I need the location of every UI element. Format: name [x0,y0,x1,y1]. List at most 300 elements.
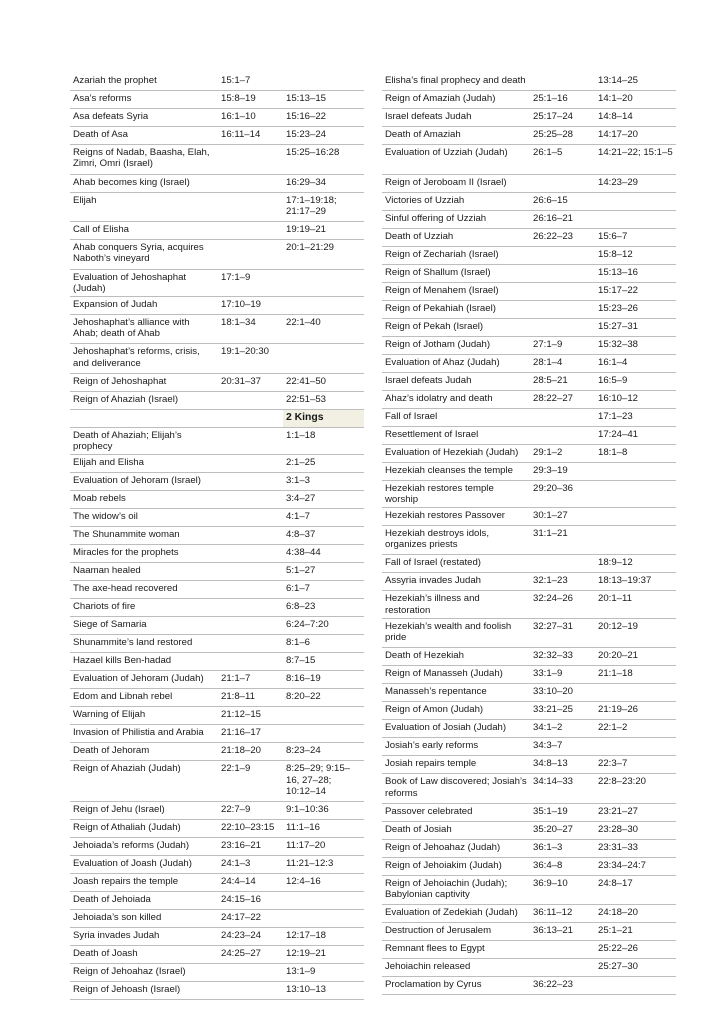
event-cell: Elijah and Elisha [70,455,218,473]
kings-ref-cell: 16:29–34 [283,174,364,192]
event-cell: Elijah [70,192,218,222]
table-row [382,174,676,192]
table-row [70,527,364,545]
kings-ref-cell: 18:9–12 [595,555,676,573]
chronicles-ref-cell [530,73,595,91]
chronicles-ref-cell [218,222,283,240]
kings-ref-cell: 24:8–17 [595,875,676,905]
table-row [382,73,676,91]
event-cell: Jehoshaphat’s alliance with Ahab; death of Ahab [70,314,218,344]
kings-ref-cell: 23:34–24:7 [595,857,676,875]
chronicles-ref-cell: 36:13–21 [530,923,595,941]
chronicles-ref-cell: 25:1–16 [530,91,595,109]
table-row [382,977,676,995]
event-cell: Josiah’s early reforms [382,738,530,756]
table-row [70,296,364,314]
kings-ref-cell: 24:18–20 [595,905,676,923]
chronicles-ref-cell: 15:1–7 [218,73,283,91]
chronicles-ref-cell [218,545,283,563]
kings-ref-cell: 4:8–37 [283,527,364,545]
chronicles-ref-cell: 25:17–24 [530,109,595,127]
chronicles-ref-cell: 28:22–27 [530,390,595,408]
event-cell: Israel defeats Judah [382,372,530,390]
chronicles-ref-cell [218,563,283,581]
chronicles-ref-cell [218,491,283,509]
event-cell: Siege of Samaria [70,617,218,635]
chronicles-ref-cell [530,282,595,300]
kings-ref-cell: 9:1–10:36 [283,802,364,820]
chronicles-ref-cell: 26:6–15 [530,192,595,210]
event-cell: Hezekiah’s wealth and foolish pride [382,618,530,648]
parallel-table-right [382,73,676,995]
kings-ref-cell [283,707,364,725]
event-cell: Reign of Menahem (Israel) [382,282,530,300]
chronicles-ref-cell: 32:32–33 [530,648,595,666]
chronicles-ref-cell: 16:1–10 [218,109,283,127]
table-row [382,555,676,573]
chronicles-ref-cell: 29:20–36 [530,480,595,507]
table-row [382,821,676,839]
chronicles-ref-cell [530,426,595,444]
chronicles-ref-cell: 36:22–23 [530,977,595,995]
event-cell: Reign of Jotham (Judah) [382,336,530,354]
table-row [382,591,676,618]
event-cell: Hazael kills Ben-hadad [70,653,218,671]
kings-ref-cell: 15:27–31 [595,318,676,336]
table-row [70,928,364,946]
event-cell: Naaman healed [70,563,218,581]
kings-ref-cell: 15:23–24 [283,127,364,145]
chronicles-ref-cell [218,240,283,270]
event-cell: Reigns of Nadab, Baasha, Elah, Zimri, Omri (Israel) [70,145,218,175]
chronicles-ref-cell [530,318,595,336]
event-cell: Israel defeats Judah [382,109,530,127]
event-cell: Reign of Jeroboam II (Israel) [382,174,530,192]
event-cell: Asa’s reforms [70,91,218,109]
kings-ref-cell: 17:24–41 [595,426,676,444]
table-row [70,725,364,743]
table-row [382,462,676,480]
chronicles-ref-cell: 24:1–3 [218,856,283,874]
kings-ref-cell [595,462,676,480]
table-row [382,127,676,145]
event-cell: Victories of Uzziah [382,192,530,210]
chronicles-ref-cell [218,145,283,175]
kings-ref-cell: 4:38–44 [283,545,364,563]
event-cell: Hezekiah’s illness and restoration [382,591,530,618]
table-row [382,756,676,774]
table-row [70,222,364,240]
event-cell: Shunammite’s land restored [70,635,218,653]
chronicles-ref-cell: 17:1–9 [218,269,283,296]
event-cell: Reign of Pekah (Israel) [382,318,530,336]
table-row [382,720,676,738]
kings-ref-cell [595,738,676,756]
table-row [70,581,364,599]
event-cell: Death of Joash [70,946,218,964]
chronicles-ref-cell: 22:7–9 [218,802,283,820]
kings-ref-cell: 8:16–19 [283,671,364,689]
table-row [382,648,676,666]
event-cell: The Shunammite woman [70,527,218,545]
event-cell: Reign of Amon (Judah) [382,702,530,720]
chronicles-ref-cell [530,941,595,959]
kings-ref-cell: 15:13–16 [595,264,676,282]
kings-ref-cell: 20:20–21 [595,648,676,666]
event-cell: Book of Law discovered; Josiah’s reforms [382,774,530,804]
kings-ref-cell: 15:25–16:28 [283,145,364,175]
kings-ref-cell: 14:23–29 [595,174,676,192]
event-cell: Expansion of Judah [70,296,218,314]
kings-ref-cell: 2:1–25 [283,455,364,473]
table-row [70,145,364,175]
table-row [382,525,676,555]
table-row [70,491,364,509]
kings-ref-cell [595,525,676,555]
event-cell: Reign of Manasseh (Judah) [382,666,530,684]
kings-ref-cell: 12:19–21 [283,946,364,964]
chronicles-ref-cell: 28:1–4 [530,354,595,372]
event-cell: Syria invades Judah [70,928,218,946]
event-cell: Death of Jehoiada [70,892,218,910]
kings-ref-cell: 23:28–30 [595,821,676,839]
chronicles-ref-cell: 29:1–2 [530,444,595,462]
chronicles-ref-cell: 24:25–27 [218,946,283,964]
chronicles-ref-cell [530,408,595,426]
table-row [382,318,676,336]
table-row [70,391,364,409]
chronicles-ref-cell [218,174,283,192]
event-cell: Miracles for the prophets [70,545,218,563]
kings-ref-cell: 6:1–7 [283,581,364,599]
table-row [382,875,676,905]
chronicles-ref-cell [218,509,283,527]
chronicles-ref-cell: 33:21–25 [530,702,595,720]
kings-ref-cell: 22:1–40 [283,314,364,344]
event-cell: Remnant flees to Egypt [382,941,530,959]
table-row [70,689,364,707]
kings-ref-cell: 25:22–26 [595,941,676,959]
chronicles-ref-cell [218,617,283,635]
chronicles-ref-cell [530,555,595,573]
kings-ref-cell: 15:8–12 [595,246,676,264]
table-row [382,738,676,756]
kings-ref-cell: 22:3–7 [595,756,676,774]
kings-ref-cell: 6:8–23 [283,599,364,617]
kings-ref-cell: 25:27–30 [595,959,676,977]
table-row [382,408,676,426]
chronicles-ref-cell: 36:1–3 [530,839,595,857]
table-row [382,905,676,923]
chronicles-ref-cell: 17:10–19 [218,296,283,314]
event-cell: The widow’s oil [70,509,218,527]
kings-ref-cell: 15:23–26 [595,300,676,318]
event-cell: Evaluation of Zedekiah (Judah) [382,905,530,923]
kings-ref-cell: 14:17–20 [595,127,676,145]
kings-ref-cell: 16:5–9 [595,372,676,390]
chronicles-ref-cell: 26:1–5 [530,145,595,175]
chronicles-ref-cell: 23:16–21 [218,838,283,856]
event-cell: Death of Jehoram [70,743,218,761]
event-cell: Reign of Jehoiakim (Judah) [382,857,530,875]
table-row [382,282,676,300]
event-cell: Elisha’s final prophecy and death [382,73,530,91]
table-row [382,91,676,109]
kings-ref-cell: 22:1–2 [595,720,676,738]
chronicles-ref-cell [218,527,283,545]
chronicles-ref-cell: 33:1–9 [530,666,595,684]
chronicles-ref-cell [218,635,283,653]
kings-ref-cell: 22:41–50 [283,373,364,391]
table-row [70,427,364,454]
kings-ref-cell [283,269,364,296]
kings-ref-cell: 3:1–3 [283,473,364,491]
chronicles-ref-cell: 21:1–7 [218,671,283,689]
event-cell: Reign of Zechariah (Israel) [382,246,530,264]
table-row [70,653,364,671]
chronicles-ref-cell: 19:1–20:30 [218,344,283,374]
chronicles-ref-cell: 36:11–12 [530,905,595,923]
kings-ref-cell [283,725,364,743]
chronicles-ref-cell [218,581,283,599]
event-cell: Death of Asa [70,127,218,145]
event-cell: Ahaz’s idolatry and death [382,390,530,408]
table-row [382,941,676,959]
event-cell: Jehoiada’s reforms (Judah) [70,838,218,856]
chronicles-ref-cell: 21:18–20 [218,743,283,761]
kings-ref-cell: 17:1–19:18; 21:17–29 [283,192,364,222]
kings-ref-cell: 8:7–15 [283,653,364,671]
event-cell: Hezekiah cleanses the temple [382,462,530,480]
kings-ref-cell: 20:1–11 [595,591,676,618]
event-cell: Reign of Amaziah (Judah) [382,91,530,109]
table-row [70,761,364,802]
table-row [382,923,676,941]
kings-ref-cell: 16:1–4 [595,354,676,372]
chronicles-ref-cell: 30:1–27 [530,507,595,525]
chronicles-ref-cell: 34:3–7 [530,738,595,756]
table-row [382,246,676,264]
chronicles-ref-cell: 32:1–23 [530,573,595,591]
kings-ref-cell: 15:13–15 [283,91,364,109]
chronicles-ref-cell: 29:3–19 [530,462,595,480]
chronicles-ref-cell [530,264,595,282]
event-cell: Reign of Jehoiachin (Judah); Babylonian captivity [382,875,530,905]
table-row [382,354,676,372]
event-cell: The axe-head recovered [70,581,218,599]
event-cell: Evaluation of Jehoram (Israel) [70,473,218,491]
event-cell [70,409,218,427]
event-cell: Azariah the prophet [70,73,218,91]
kings-ref-cell: 20:12–19 [595,618,676,648]
chronicles-ref-cell: 20:31–37 [218,373,283,391]
chronicles-ref-cell: 22:1–9 [218,761,283,802]
table-row [70,563,364,581]
event-cell: Fall of Israel [382,408,530,426]
chronicles-ref-cell: 36:9–10 [530,875,595,905]
event-cell: Ahab conquers Syria, acquires Naboth’s vineyard [70,240,218,270]
table-row [382,109,676,127]
chronicles-ref-cell: 27:1–9 [530,336,595,354]
table-row [382,390,676,408]
event-cell: Evaluation of Joash (Judah) [70,856,218,874]
section-heading: 2 Kings [283,409,364,427]
chronicles-ref-cell: 34:8–13 [530,756,595,774]
kings-ref-cell: 18:1–8 [595,444,676,462]
chronicles-ref-cell: 35:1–19 [530,803,595,821]
event-cell: Josiah repairs temple [382,756,530,774]
table-row [382,480,676,507]
kings-ref-cell: 12:4–16 [283,874,364,892]
table-row [70,455,364,473]
table-row [70,707,364,725]
event-cell: Destruction of Jerusalem [382,923,530,941]
kings-ref-cell: 11:1–16 [283,820,364,838]
chronicles-ref-cell: 22:10–23:15 [218,820,283,838]
event-cell: Joash repairs the temple [70,874,218,892]
table-row [382,774,676,804]
chronicles-ref-cell: 24:23–24 [218,928,283,946]
right-column [382,73,673,995]
kings-ref-cell: 1:1–18 [283,427,364,454]
kings-ref-cell: 25:1–21 [595,923,676,941]
chronicles-ref-cell [530,959,595,977]
event-cell: Reign of Jehoash (Israel) [70,982,218,1000]
chronicles-ref-cell: 33:10–20 [530,684,595,702]
chronicles-ref-cell: 32:27–31 [530,618,595,648]
kings-ref-cell: 13:1–9 [283,964,364,982]
event-cell: Reign of Shallum (Israel) [382,264,530,282]
kings-ref-cell: 14:8–14 [595,109,676,127]
event-cell: Evaluation of Josiah (Judah) [382,720,530,738]
kings-ref-cell [595,507,676,525]
kings-ref-cell: 21:1–18 [595,666,676,684]
event-cell: Edom and Libnah rebel [70,689,218,707]
kings-ref-cell: 20:1–21:29 [283,240,364,270]
chronicles-ref-cell: 15:8–19 [218,91,283,109]
table-row [382,264,676,282]
table-row [382,145,676,175]
kings-ref-cell: 18:13–19:37 [595,573,676,591]
table-row [70,409,364,427]
chronicles-ref-cell: 24:15–16 [218,892,283,910]
chronicles-ref-cell: 25:25–28 [530,127,595,145]
table-row [70,240,364,270]
chronicles-ref-cell: 26:22–23 [530,228,595,246]
table-row [70,473,364,491]
kings-ref-cell [595,977,676,995]
kings-ref-cell: 6:24–7:20 [283,617,364,635]
chronicles-ref-cell [218,599,283,617]
table-row [70,820,364,838]
table-row [382,684,676,702]
parallel-table-left [70,73,364,1000]
table-row [70,743,364,761]
kings-ref-cell [283,344,364,374]
table-row [70,599,364,617]
kings-ref-cell: 15:16–22 [283,109,364,127]
kings-ref-cell: 8:23–24 [283,743,364,761]
event-cell: Reign of Ahaziah (Israel) [70,391,218,409]
chronicles-ref-cell: 26:16–21 [530,210,595,228]
event-cell: Moab rebels [70,491,218,509]
event-cell: Death of Uzziah [382,228,530,246]
table-row [382,618,676,648]
event-cell: Reign of Jehoshaphat [70,373,218,391]
event-cell: Sinful offering of Uzziah [382,210,530,228]
table-row [70,174,364,192]
kings-ref-cell: 15:32–38 [595,336,676,354]
table-row [70,373,364,391]
kings-ref-cell: 12:17–18 [283,928,364,946]
table-row [382,372,676,390]
chronicles-ref-cell: 31:1–21 [530,525,595,555]
table-row [382,573,676,591]
table-row [382,192,676,210]
kings-ref-cell: 14:21–22; 15:1–5 [595,145,676,175]
chronicles-ref-cell: 34:1–2 [530,720,595,738]
kings-ref-cell: 15:17–22 [595,282,676,300]
event-cell: Reign of Ahaziah (Judah) [70,761,218,802]
kings-ref-cell: 11:17–20 [283,838,364,856]
table-row [70,671,364,689]
chronicles-ref-cell [218,391,283,409]
kings-ref-cell: 14:1–20 [595,91,676,109]
table-row [382,666,676,684]
table-row [70,73,364,91]
event-cell: Hezekiah restores temple worship [382,480,530,507]
table-row [70,910,364,928]
table-row [382,336,676,354]
table-row [382,959,676,977]
event-cell: Reign of Pekahiah (Israel) [382,300,530,318]
kings-ref-cell: 23:21–27 [595,803,676,821]
kings-ref-cell: 23:31–33 [595,839,676,857]
event-cell: Reign of Jehu (Israel) [70,802,218,820]
event-cell: Reign of Jehoahaz (Israel) [70,964,218,982]
chronicles-ref-cell [530,174,595,192]
event-cell: Asa defeats Syria [70,109,218,127]
kings-ref-cell [595,480,676,507]
chronicles-ref-cell: 21:16–17 [218,725,283,743]
event-cell: Evaluation of Jehoshaphat (Judah) [70,269,218,296]
kings-ref-cell: 3:4–27 [283,491,364,509]
kings-ref-cell: 4:1–7 [283,509,364,527]
chronicles-ref-cell: 18:1–34 [218,314,283,344]
table-row [70,314,364,344]
kings-ref-cell [595,192,676,210]
event-cell: Evaluation of Jehoram (Judah) [70,671,218,689]
kings-ref-cell: 8:1–6 [283,635,364,653]
chronicles-ref-cell [218,653,283,671]
chronicles-ref-cell: 34:14–33 [530,774,595,804]
kings-ref-cell: 13:14–25 [595,73,676,91]
event-cell: Manasseh’s repentance [382,684,530,702]
table-row [70,874,364,892]
kings-ref-cell [595,210,676,228]
chronicles-ref-cell [218,455,283,473]
event-cell: Death of Amaziah [382,127,530,145]
kings-ref-cell: 16:10–12 [595,390,676,408]
table-row [70,344,364,374]
chronicles-ref-cell: 24:4–14 [218,874,283,892]
table-row [70,109,364,127]
chronicles-ref-cell: 16:11–14 [218,127,283,145]
event-cell: Fall of Israel (restated) [382,555,530,573]
table-row [70,982,364,1000]
event-cell: Jehoiada’s son killed [70,910,218,928]
event-cell: Evaluation of Hezekiah (Judah) [382,444,530,462]
